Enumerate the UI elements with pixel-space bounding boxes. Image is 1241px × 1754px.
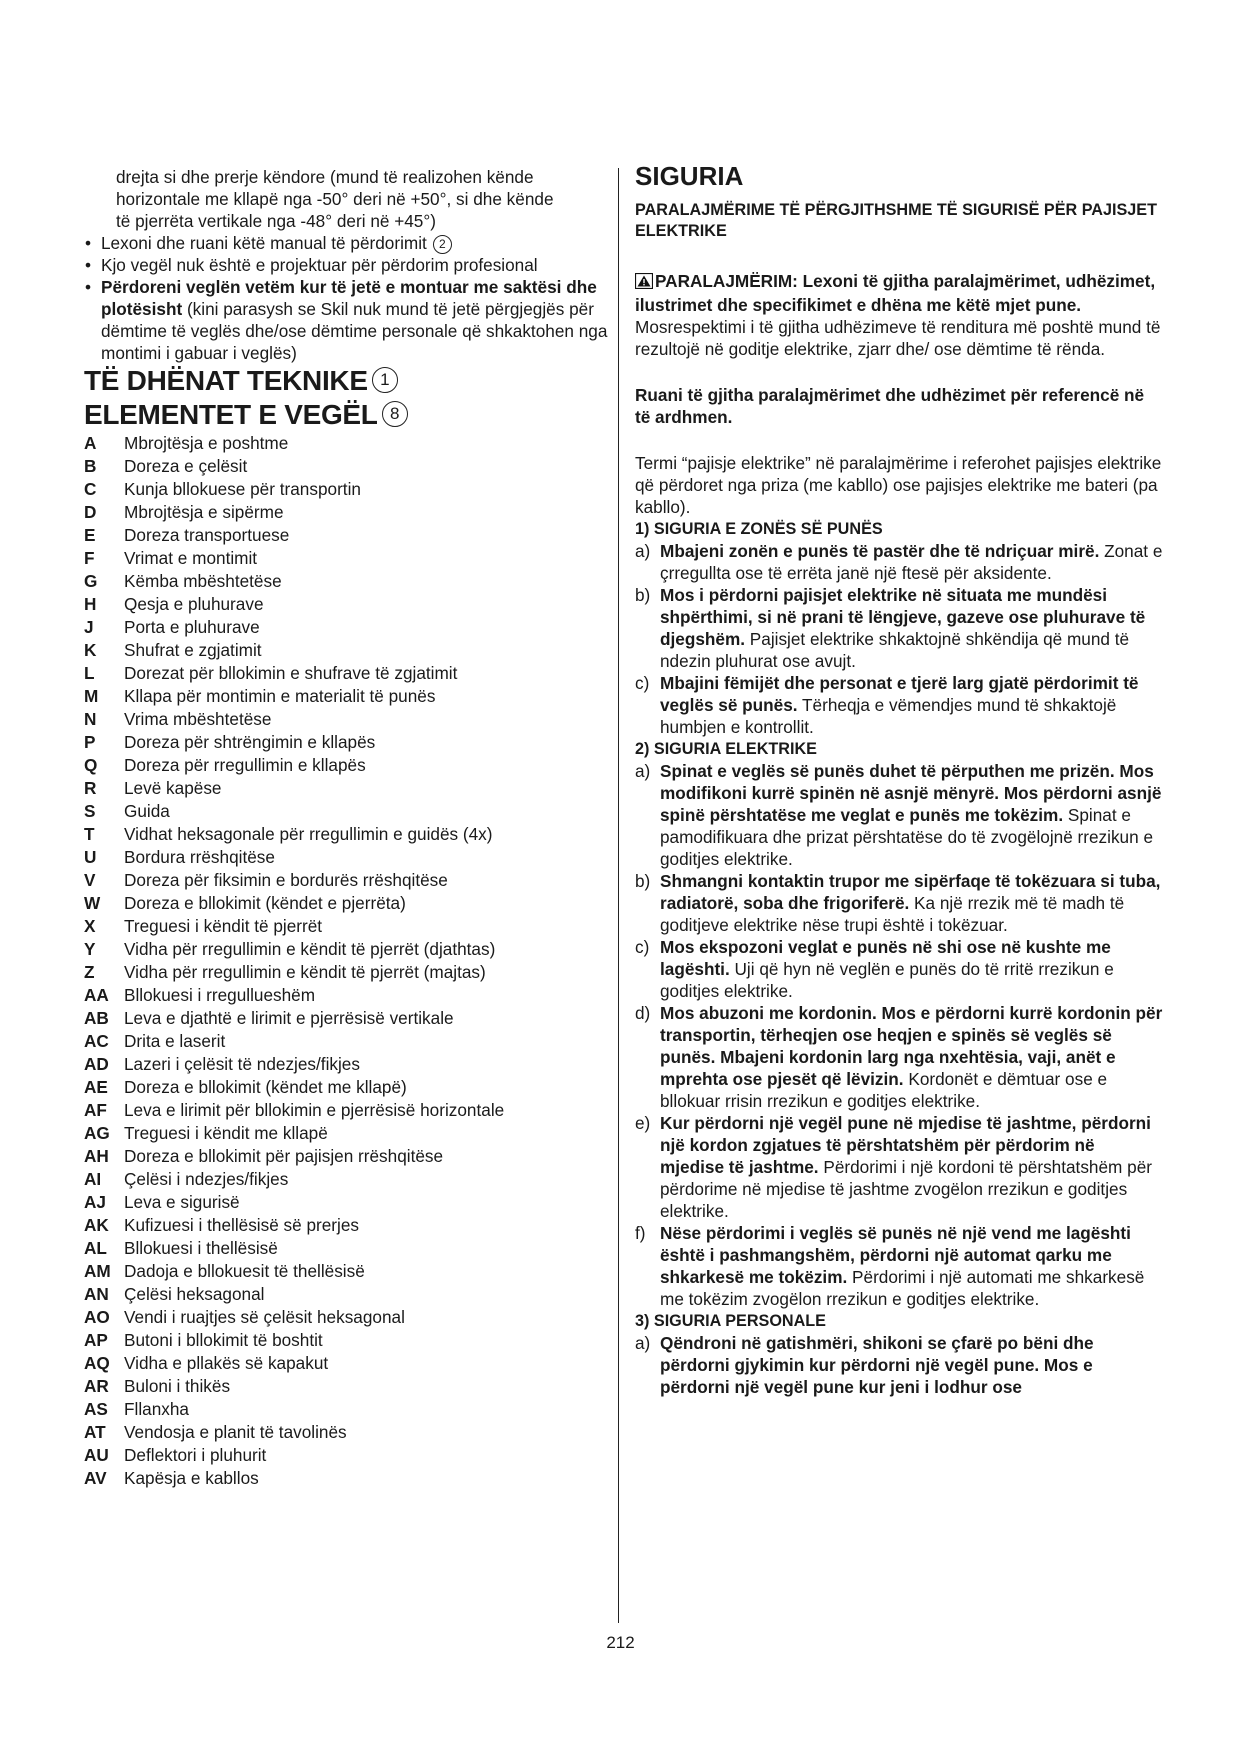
safety-item xyxy=(635,936,1163,1002)
part-label: Leva e lirimit për bllokimin e pjerrësisë horizontale xyxy=(124,1100,505,1120)
list-item xyxy=(84,754,504,777)
part-key: P xyxy=(84,732,96,752)
part-key: X xyxy=(84,916,96,936)
part-label: Fllanxha xyxy=(124,1399,189,1419)
list-item xyxy=(84,1030,504,1053)
safety-item xyxy=(635,540,1163,584)
item-text: Tërheqja e vëmendjes mund të shkaktojë humbjen e kontrollit. xyxy=(660,695,1117,737)
item-bold-text: Nëse përdorimi i veglës së punës në një vend me lagështi është i pashmangshëm, përdorni një automat qarku me shkarkesë me tokëzim. xyxy=(660,1223,1131,1287)
part-key: M xyxy=(84,686,99,706)
intro-line: horizontale me kllapë nga -50° deri në +50°, si dhe kënde xyxy=(116,189,554,209)
list-item xyxy=(84,823,504,846)
part-key: AP xyxy=(84,1330,108,1350)
list-item xyxy=(84,1467,504,1490)
item-text: Ka një rrezik më të madh të goditjeve elektrike nëse trupi është i tokëzuar. xyxy=(660,893,1125,935)
part-label: Vidhat heksagonale për rregullimin e guidës (4x) xyxy=(124,824,493,844)
item-label: b) xyxy=(635,585,651,605)
intro-paragraph xyxy=(84,166,614,232)
item-label: a) xyxy=(635,1333,651,1353)
part-key: AG xyxy=(84,1123,110,1143)
list-item xyxy=(84,892,504,915)
safety-item xyxy=(635,1222,1163,1310)
bullet-item xyxy=(84,276,614,364)
safety-item xyxy=(635,1332,1163,1398)
warning-icon xyxy=(635,272,653,294)
part-key: Y xyxy=(84,939,96,959)
bullet-list xyxy=(84,232,614,364)
list-item xyxy=(84,1421,504,1444)
part-key: AH xyxy=(84,1146,109,1166)
intro-line: të pjerrëta vertikale nga -48° deri në +45°) xyxy=(116,211,436,231)
part-key: Z xyxy=(84,962,95,982)
safety-item xyxy=(635,584,1163,672)
item-bold-text: Shmangni kontaktin trupor me sipërfaqe të tokëzuara si tuba, radiatorë, soba dhe frigoriferë. xyxy=(660,871,1161,913)
list-item xyxy=(84,524,504,547)
list-item xyxy=(84,777,504,800)
part-label: Bordura rrëshqitëse xyxy=(124,847,275,867)
heading-text: ELEMENTET E VEGËL xyxy=(84,399,378,430)
item-label: b) xyxy=(635,871,651,891)
part-key: AK xyxy=(84,1215,109,1235)
part-label: Vidha për rregullimin e këndit të pjerrët (majtas) xyxy=(124,962,486,982)
page-number: 212 xyxy=(606,1633,635,1652)
list-item xyxy=(84,1168,504,1191)
part-key: AS xyxy=(84,1399,108,1419)
list-item xyxy=(84,662,504,685)
part-label: Drita e laserit xyxy=(124,1031,226,1051)
list-item xyxy=(84,961,504,984)
part-label: Porta e pluhurave xyxy=(124,617,260,637)
part-label: Doreza e bllokimit (këndet e pjerrëta) xyxy=(124,893,406,913)
bullet-bold-text: Përdoreni veglën vetëm kur të jetë e montuar me saktësi dhe plotësisht xyxy=(101,277,597,319)
part-label: Vrima mbështetëse xyxy=(124,709,272,729)
item-label: a) xyxy=(635,761,651,781)
warning-paragraph xyxy=(635,270,1163,360)
list-item xyxy=(84,915,504,938)
list-item xyxy=(84,616,504,639)
safety-item xyxy=(635,672,1163,738)
part-label: Doreza e çelësit xyxy=(124,456,248,476)
part-label: Lazeri i çelësit të ndezjes/fikjes xyxy=(124,1054,360,1074)
part-label: Vidha për rregullimin e këndit të pjerrët (djathtas) xyxy=(124,939,496,959)
part-key: B xyxy=(84,456,97,476)
safety-item xyxy=(635,1112,1163,1222)
part-label: Doreza transportuese xyxy=(124,525,290,545)
part-label: Treguesi i këndit me kllapë xyxy=(124,1123,328,1143)
list-item xyxy=(84,1329,504,1352)
list-item xyxy=(84,1007,504,1030)
item-text: Spinat e pamodifikuara dhe prizat përshtatëse do të zvogëlojnë rrezikun e goditjes elektrike. xyxy=(660,805,1153,869)
item-bold-text: Mos ekspozoni veglat e punës në shi ose në kushte me lagështi. xyxy=(660,937,1111,979)
part-label: Kapësja e kabllos xyxy=(124,1468,259,1488)
list-item xyxy=(84,455,504,478)
list-item xyxy=(84,1145,504,1168)
part-label: Leva e sigurisë xyxy=(124,1192,240,1212)
item-label: c) xyxy=(635,673,650,693)
part-key: J xyxy=(84,617,94,637)
list-item xyxy=(84,708,504,731)
part-key: AN xyxy=(84,1284,109,1304)
part-key: AB xyxy=(84,1008,109,1028)
part-key: AO xyxy=(84,1307,110,1327)
part-label: Kllapa për montimin e materialit të punës xyxy=(124,686,436,706)
list-item xyxy=(84,1283,504,1306)
warning-bold-text: PARALAJMËRIM: Lexoni të gjitha paralajmërimet, udhëzimet, ilustrimet dhe specifikimet e dhëna me këtë mjet pune. xyxy=(635,271,1156,315)
part-label: Buloni i thikës xyxy=(124,1376,231,1396)
part-key: W xyxy=(84,893,101,913)
part-key: A xyxy=(84,433,97,453)
part-label: Kufizuesi i thellësisë së prerjes xyxy=(124,1215,360,1235)
part-label: Guida xyxy=(124,801,170,821)
part-label: Deflektori i pluhurit xyxy=(124,1445,267,1465)
section-heading-work-area: 1) SIGURIA E ZONËS SË PUNËS xyxy=(635,520,883,538)
part-label: Vendi i ruajtjes së çelësit heksagonal xyxy=(124,1307,405,1327)
part-key: F xyxy=(84,548,95,568)
part-key: S xyxy=(84,801,96,821)
part-key: V xyxy=(84,870,96,890)
part-label: Mbrojtësja e poshtme xyxy=(124,433,289,453)
bullet-item xyxy=(84,254,614,276)
column-divider xyxy=(618,168,619,1623)
list-item xyxy=(84,639,504,662)
item-bold-text: Spinat e veglës së punës duhet të përputhen me prizën. Mos modifikoni kurrë spinën në asnjë mënyrë. Mos përdorni asnjë spinë përshtatëse me veglat e punës me tokëzim. xyxy=(660,761,1162,825)
part-key: AA xyxy=(84,985,109,1005)
part-label: Doreza e bllokimit për pajisjen rrëshqitëse xyxy=(124,1146,444,1166)
part-label: Vidha e pllakës së kapakut xyxy=(124,1353,329,1373)
warning-text: Mosrespektimi i të gjitha udhëzimeve të renditura më poshtë mund të rezultojë në goditje elektrike, zjarr dhe/ ose dëmtime të rënda. xyxy=(635,317,1161,359)
item-bold-text: Kur përdorni një vegël pune në mjedise të jashtme, përdorni një kordon zgjatues të përshtatshëm për përdorim në mjedise të jashtme. xyxy=(660,1113,1151,1177)
part-label: Doreza për fiksimin e bordurës rrëshqitëse xyxy=(124,870,448,890)
part-label: Vrimat e montimit xyxy=(124,548,258,568)
list-item xyxy=(84,846,504,869)
item-bold-text: Mbajini fëmijët dhe personat e tjerë larg gjatë përdorimit të veglës së punës. xyxy=(660,673,1139,715)
part-key: D xyxy=(84,502,97,522)
list-item xyxy=(84,800,504,823)
list-item xyxy=(84,1191,504,1214)
list-item xyxy=(84,1260,504,1283)
item-text: Përdorimi i një automati me shkarkesë me tokëzim zvogëlon rrezikun e goditjes elektrike. xyxy=(660,1267,1145,1309)
bullet-text: Kjo vegël nuk është e projektuar për përdorim profesional xyxy=(101,255,538,275)
parts-list xyxy=(84,432,504,1490)
intro-line: drejta si dhe prerje këndore (mund të realizohen kënde xyxy=(116,167,534,187)
part-key: AQ xyxy=(84,1353,110,1373)
list-item xyxy=(84,1076,504,1099)
part-label: Mbrojtësja e sipërme xyxy=(124,502,284,522)
list-item xyxy=(84,593,504,616)
part-label: Çelësi heksagonal xyxy=(124,1284,265,1304)
figure-ref-badge: 2 xyxy=(433,235,452,254)
part-key: AC xyxy=(84,1031,109,1051)
item-label: c) xyxy=(635,937,650,957)
list-item xyxy=(84,432,504,455)
part-key: AV xyxy=(84,1468,107,1488)
item-text: Pajisjet elektrike shkaktojnë shkëndija që mund të ndezin pluhurat ose avujt. xyxy=(660,629,1130,671)
part-label: Doreza për shtrëngimin e kllapës xyxy=(124,732,376,752)
figure-ref-badge: 1 xyxy=(372,367,398,393)
bullet-text: Lexoni dhe ruani këtë manual të përdorimit xyxy=(101,233,427,253)
part-key: Q xyxy=(84,755,98,775)
list-item xyxy=(84,1237,504,1260)
list-item xyxy=(84,1122,504,1145)
part-key: AF xyxy=(84,1100,107,1120)
item-text: Uji që hyn në veglën e punës do të rritë rrezikun e goditjes elektrike. xyxy=(660,959,1114,1001)
item-label: a) xyxy=(635,541,651,561)
list-item xyxy=(84,1444,504,1467)
part-key: L xyxy=(84,663,95,683)
safety-title: SIGURIA xyxy=(635,161,744,191)
term-definition: Termi “pajisje elektrike” në paralajmërime i referohet pajisjes elektrike që përdoret nga priza (me kabllo) ose pajisjes elektrike me bateri (pa kabllo). xyxy=(635,453,1162,517)
part-label: Leva e djathtë e lirimit e pjerrësisë vertikale xyxy=(124,1008,454,1028)
item-label: e) xyxy=(635,1113,651,1133)
list-item xyxy=(84,1099,504,1122)
list-item xyxy=(84,1398,504,1421)
list-item xyxy=(84,1214,504,1237)
part-label: Bllokuesi i thellësisë xyxy=(124,1238,278,1258)
part-label: Çelësi i ndezjes/fikjes xyxy=(124,1169,289,1189)
item-bold-text: Mbajeni zonën e punës të pastër dhe të ndriçuar mirë. xyxy=(660,541,1100,561)
list-item xyxy=(84,938,504,961)
safety-item xyxy=(635,1002,1163,1112)
part-key: AL xyxy=(84,1238,107,1258)
item-bold-text: Mos i përdorni pajisjet elektrike në situata me mundësi shpërthimi, si në prani të lëngjeve, gazeve ose pluhurave të djegshëm. xyxy=(660,585,1146,649)
part-key: AJ xyxy=(84,1192,106,1212)
list-item xyxy=(84,547,504,570)
item-bold-text: Qëndroni në gatishmëri, shikoni se çfarë po bëni dhe përdorni gjykimin kur përdorni një vegël pune. Mos e përdorni një vegël pune kur jeni i lodhur ose xyxy=(660,1333,1094,1397)
part-key: C xyxy=(84,479,97,499)
part-key: AI xyxy=(84,1169,102,1189)
tool-elements-heading xyxy=(84,398,614,432)
part-key: R xyxy=(84,778,97,798)
list-item xyxy=(84,731,504,754)
list-item xyxy=(84,869,504,892)
bullet-item xyxy=(84,232,614,254)
list-item xyxy=(84,984,504,1007)
bullet-text: (kini parasysh se Skil nuk mund të jetë përgjegjës për dëmtime të veglës dhe/ose dëmtime personale që shkaktohen nga montimi i gabuar i veglës) xyxy=(101,299,608,363)
part-label: Vendosja e planit të tavolinës xyxy=(124,1422,347,1442)
item-label: d) xyxy=(635,1003,651,1023)
list-item xyxy=(84,685,504,708)
part-label: Dadoja e bllokuesit të thellësisë xyxy=(124,1261,365,1281)
figure-ref-badge: 8 xyxy=(382,401,408,427)
part-key: AU xyxy=(84,1445,109,1465)
part-key: AD xyxy=(84,1054,109,1074)
list-item xyxy=(84,501,504,524)
section-heading-personal: 3) SIGURIA PERSONALE xyxy=(635,1312,826,1330)
part-label: Treguesi i këndit të pjerrët xyxy=(124,916,323,936)
part-label: Levë kapëse xyxy=(124,778,222,798)
part-label: Doreza e bllokimit (këndet me kllapë) xyxy=(124,1077,407,1097)
item-label: f) xyxy=(635,1223,646,1243)
safety-subtitle: PARALAJMËRIME TË PËRGJITHSHME TË SIGURISË PËR PAJISJET ELEKTRIKE xyxy=(635,201,1157,240)
list-item xyxy=(84,1053,504,1076)
item-text: Kordonët e dëmtuar ose e bllokuar rrisin rrezikun e goditjes elektrike. xyxy=(660,1069,1108,1111)
part-label: Bllokuesi i rregullueshëm xyxy=(124,985,316,1005)
part-label: Kunja bllokuese për transportin xyxy=(124,479,361,499)
part-key: N xyxy=(84,709,97,729)
item-bold-text: Mos abuzoni me kordonin. Mos e përdorni kurrë kordonin për transportin, tërheqjen ose heqjen e spinës së veglës së punës. Mbajeni kordonin larg nga nxehtësia, vaji, anët e mprehta ose pjesët që lëvizin. xyxy=(660,1003,1163,1089)
part-label: Qesja e pluhurave xyxy=(124,594,264,614)
part-key: AR xyxy=(84,1376,109,1396)
part-label: Butoni i bllokimit të boshtit xyxy=(124,1330,323,1350)
part-key: K xyxy=(84,640,97,660)
section-heading-electrical: 2) SIGURIA ELEKTRIKE xyxy=(635,740,817,758)
technical-data-heading xyxy=(84,364,614,398)
list-item xyxy=(84,478,504,501)
part-key: U xyxy=(84,847,97,867)
part-key: AM xyxy=(84,1261,111,1281)
part-key: E xyxy=(84,525,96,545)
part-key: AT xyxy=(84,1422,106,1442)
safety-item xyxy=(635,760,1163,870)
part-label: Dorezat për bllokimin e shufrave të zgjatimit xyxy=(124,663,458,683)
part-key: T xyxy=(84,824,95,844)
list-item xyxy=(84,1306,504,1329)
part-key: AE xyxy=(84,1077,108,1097)
item-text: Zonat e çrregullta ose të errëta janë një ftesë për aksidente. xyxy=(660,541,1163,583)
part-label: Doreza për rregullimin e kllapës xyxy=(124,755,366,775)
list-item xyxy=(84,1352,504,1375)
part-key: H xyxy=(84,594,97,614)
right-column xyxy=(635,161,1163,1398)
safety-item xyxy=(635,870,1163,936)
part-label: Shufrat e zgjatimit xyxy=(124,640,262,660)
part-label: Këmba mbështetëse xyxy=(124,571,282,591)
keep-instructions-notice: Ruani të gjitha paralajmërimet dhe udhëzimet për referencë në të ardhmen. xyxy=(635,385,1145,427)
part-key: G xyxy=(84,571,98,591)
left-column xyxy=(84,166,614,1490)
list-item xyxy=(84,1375,504,1398)
list-item xyxy=(84,570,504,593)
item-text: Përdorimi i një kordoni të përshtatshëm për përdorime në mjedise të jashtme zvogëlon rrezikun e goditjes elektrike. xyxy=(660,1157,1152,1221)
heading-text: TË DHËNAT TEKNIKE xyxy=(84,365,368,396)
